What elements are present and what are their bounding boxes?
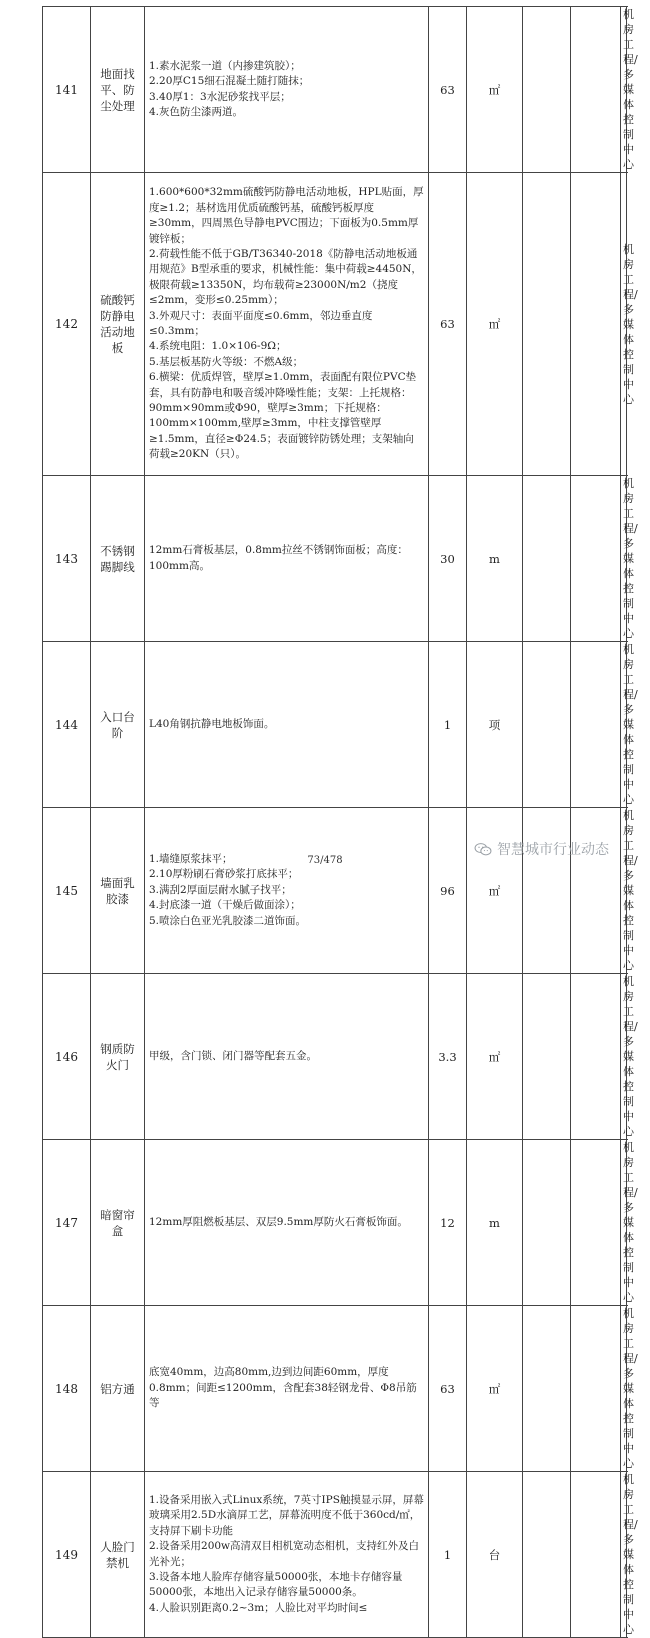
item-name: 墙面乳胶漆	[91, 808, 145, 974]
unit-price-cell	[523, 1306, 571, 1472]
item-quantity: 1	[429, 642, 467, 808]
item-number: 149	[43, 1472, 91, 1638]
item-unit: ㎡	[467, 1306, 523, 1472]
unit-price-cell	[523, 1140, 571, 1306]
total-price-cell	[571, 7, 621, 173]
item-name: 不锈钢踢脚线	[91, 476, 145, 642]
table-row	[43, 1306, 627, 1472]
item-unit: m	[467, 476, 523, 642]
item-unit: ㎡	[467, 808, 523, 974]
table-row	[43, 476, 627, 642]
item-spec	[145, 7, 429, 173]
spec-line: 5.基层板基防火等级：不燃A级；	[149, 355, 304, 368]
item-quantity: 1	[429, 1472, 467, 1638]
unit-price-cell	[523, 808, 571, 974]
unit-price-cell	[523, 173, 571, 476]
item-number: 147	[43, 1140, 91, 1306]
item-name: 地面找平、防尘处理	[91, 7, 145, 173]
spec-line: 2.设备采用200w高清双目相机宽动态相机，支持红外及白光补光；	[149, 1540, 420, 1568]
item-unit: ㎡	[467, 173, 523, 476]
item-quantity: 63	[429, 173, 467, 476]
item-remark: 机房工程/多媒体控制中心	[621, 642, 627, 808]
item-name: 硫酸钙防静电活动地板	[91, 173, 145, 476]
spec-line: L40角钢抗静电地板饰面。	[149, 717, 275, 730]
spec-line: 4.灰色防尘漆两道。	[149, 105, 244, 118]
total-price-cell	[571, 642, 621, 808]
item-spec	[145, 1306, 429, 1472]
spec-line: 4.人脸识别距离0.2~3m；人脸比对平均时间≤	[149, 1601, 368, 1614]
item-remark: 机房工程/多媒体控制中心	[621, 173, 627, 476]
unit-price-cell	[523, 642, 571, 808]
item-unit: m	[467, 1140, 523, 1306]
item-spec	[145, 173, 429, 476]
item-remark: 机房工程/多媒体控制中心	[621, 1140, 627, 1306]
spec-line: 3.满刮2厚面层耐水腻子找平；	[149, 883, 292, 896]
spec-line: 3.外观尺寸：表面平面度≤0.6mm，邻边垂直度≤0.3mm；	[149, 309, 373, 337]
item-unit: 项	[467, 642, 523, 808]
total-price-cell	[571, 1140, 621, 1306]
spec-line: 1.墙缝原浆抹平；	[149, 852, 233, 865]
spec-line: 2.20厚C15细石混凝土随打随抹；	[149, 75, 310, 88]
item-spec	[145, 642, 429, 808]
page-number: 73/478	[307, 855, 343, 866]
spec-line: 5.喷涂白色亚光乳胶漆二道饰面。	[149, 914, 307, 927]
spec-line: 2.10厚粉刷石膏砂浆打底抹平；	[149, 868, 299, 881]
spec-line: 4.系统电阻：1.0×106-9Ω；	[149, 340, 287, 353]
total-price-cell	[571, 173, 621, 476]
item-remark: 机房工程/多媒体控制中心	[621, 808, 627, 974]
item-remark: 机房工程/多媒体控制中心	[621, 476, 627, 642]
wechat-icon	[474, 843, 492, 856]
watermark	[474, 839, 609, 859]
spec-line: 2.荷载性能不低于GB/T36340-2018《防静电活动地板通用规范》B型承重的要求，机械性能：集中荷载≥4450N，极限荷载≥13350N，均布载荷≥23000N/m2（挠度≤2mm，变形≤0.25mm）；	[149, 247, 422, 307]
item-name: 人脸门禁机	[91, 1472, 145, 1638]
item-remark: 机房工程/多媒体控制中心	[621, 974, 627, 1140]
total-price-cell	[571, 476, 621, 642]
spec-line: 底宽40mm，边高80mm,边到边间距60mm，厚度0.8mm；间距≤1200mm，含配套38轻钢龙骨、Φ8吊筋等	[149, 1366, 417, 1410]
unit-price-cell	[523, 476, 571, 642]
item-unit: ㎡	[467, 974, 523, 1140]
table-row	[43, 974, 627, 1140]
spec-line: 1.素水泥浆一道（内掺建筑胶）；	[149, 59, 301, 72]
item-number: 146	[43, 974, 91, 1140]
item-name: 钢质防火门	[91, 974, 145, 1140]
item-number: 141	[43, 7, 91, 173]
table-row	[43, 1472, 627, 1638]
bill-of-quantities-table	[42, 6, 638, 1638]
item-number: 145	[43, 808, 91, 974]
item-unit: ㎡	[467, 7, 523, 173]
item-name: 入口台阶	[91, 642, 145, 808]
spec-line: 4.封底漆一道（干燥后做面涂）；	[149, 899, 301, 912]
unit-price-cell	[523, 974, 571, 1140]
item-spec	[145, 1472, 429, 1638]
item-number: 148	[43, 1306, 91, 1472]
item-remark: 机房工程/多媒体控制中心	[621, 1306, 627, 1472]
spec-line: 1.设备采用嵌入式Linux系统，7英寸IPS触摸显示屏，屏幕玻璃采用2.5D水滴屏工艺，屏幕流明度不低于360cd/㎡，支持屏下刷卡功能	[149, 1493, 424, 1537]
table-row	[43, 808, 627, 974]
total-price-cell	[571, 1306, 621, 1472]
total-price-cell	[571, 974, 621, 1140]
total-price-cell	[571, 1472, 621, 1638]
item-name: 暗窗帘盒	[91, 1140, 145, 1306]
spec-line: 3.设备本地人脸库存储容量50000张，本地卡存储容量50000张，本地出入记录存储容量50000条。	[149, 1570, 403, 1599]
item-remark: 机房工程/多媒体控制中心	[621, 1472, 627, 1638]
item-quantity: 12	[429, 1140, 467, 1306]
item-spec	[145, 808, 429, 974]
spec-line: 1.600*600*32mm硫酸钙防静电活动地板，HPL贴面，厚度≥1.2；基材选用优质硫酸钙基，硫酸钙板厚度≥30mm，四周黑色导静电PVC围边；下面板为0.5mm厚镀锌板；	[149, 186, 424, 245]
item-name: 铝方通	[91, 1306, 145, 1472]
item-number: 143	[43, 476, 91, 642]
item-remark: 机房工程/多媒体控制中心	[621, 7, 627, 173]
unit-price-cell	[523, 1472, 571, 1638]
item-spec	[145, 476, 429, 642]
item-quantity: 96	[429, 808, 467, 974]
item-number: 144	[43, 642, 91, 808]
total-price-cell	[571, 808, 621, 974]
spec-line: 甲级，含门锁、闭门器等配套五金。	[149, 1049, 317, 1062]
table-row	[43, 7, 627, 173]
spec-line: 3.40厚1：3水泥砂浆找平层；	[149, 90, 291, 103]
item-quantity: 3.3	[429, 974, 467, 1140]
spec-line: 12mm厚阻燃板基层、双层9.5mm厚防火石膏板饰面。	[149, 1215, 408, 1228]
item-unit: 台	[467, 1472, 523, 1638]
item-number: 142	[43, 173, 91, 476]
spec-line: 12mm石膏板基层，0.8mm拉丝不锈钢饰面板；高度：100mm高。	[149, 544, 408, 572]
item-spec	[145, 974, 429, 1140]
table-row	[43, 642, 627, 808]
unit-price-cell	[523, 7, 571, 173]
item-quantity: 63	[429, 1306, 467, 1472]
item-spec	[145, 1140, 429, 1306]
table-row	[43, 173, 627, 476]
item-quantity: 30	[429, 476, 467, 642]
item-quantity: 63	[429, 7, 467, 173]
watermark-text: 智慧城市行业动态	[497, 842, 609, 858]
spec-line: 6.横梁：优质焊管，壁厚≥1.0mm，表面配有限位PVC垫套，具有防静电和吸音缓冲降噪性能；支架：上托规格：90mm×90mm或Φ90，壁厚≥3mm；下托规格：100mm×100mm,壁厚≥3mm，中柱支撑管壁厚≥1.5mm，直径≥Φ24.5；表面镀锌防锈处理；支架轴向荷载≥20KN（只）。	[149, 371, 417, 461]
table-row	[43, 1140, 627, 1306]
